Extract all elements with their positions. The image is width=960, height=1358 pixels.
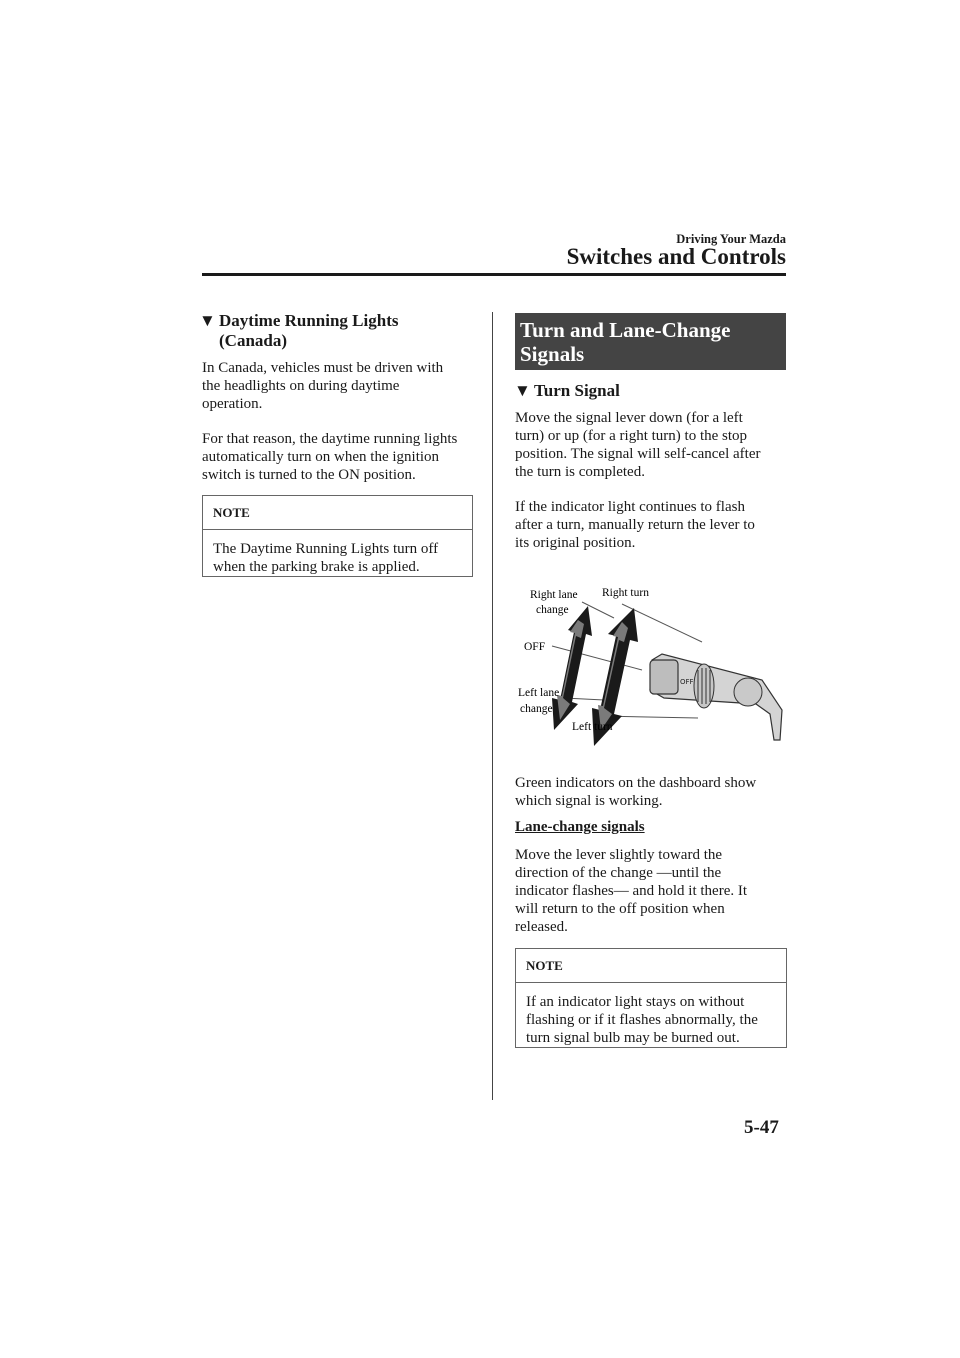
text-line: For that reason, the daytime running lights (202, 431, 458, 447)
note-label: NOTE (516, 949, 786, 983)
turn-signal-lever-diagram (512, 580, 790, 750)
triangle-bullet-icon: ▼ (514, 381, 531, 400)
text-line: position. The signal will self-cancel after (515, 446, 761, 462)
text-line: the headlights on during daytime (202, 378, 400, 394)
section-banner-line1: Turn and Lane-Change (520, 318, 731, 342)
note-line: flashing or if it flashes abnormally, the (526, 1012, 758, 1028)
text-line: Move the lever slightly toward the (515, 847, 723, 863)
note-body (516, 983, 786, 1047)
section-banner-line2: Signals (520, 342, 585, 366)
text-line: the turn is completed. (515, 464, 645, 480)
text-line: operation. (202, 396, 263, 412)
paragraph-indicator-flash (515, 498, 755, 552)
note-label: NOTE (203, 496, 472, 530)
text-line: In Canada, vehicles must be driven with (202, 360, 444, 376)
label-left-lane-1: Left lane (518, 687, 560, 699)
text-line: will return to the off position when (515, 901, 725, 917)
text-line: automatically turn on when the ignition (202, 449, 440, 465)
label-right-lane-2: change (536, 604, 569, 616)
triangle-bullet-icon: ▼ (199, 311, 216, 330)
label-left-turn: Left turn (572, 721, 613, 733)
label-left-lane-2: change (520, 703, 553, 715)
text-line: released. (515, 919, 568, 935)
note-line: The Daytime Running Lights turn off (213, 541, 439, 557)
page-number: 5-47 (744, 1117, 779, 1138)
section-banner (515, 313, 786, 370)
lever-off-mark: OFF (680, 678, 694, 686)
text-line: Move the signal lever down (for a left (515, 410, 743, 426)
note-body (203, 530, 472, 576)
lane-change-arrows (552, 606, 592, 730)
lever-body (650, 654, 782, 740)
heading-daytime-running-lights (199, 311, 398, 331)
heading-text: Turn Signal (534, 381, 620, 400)
paragraph-move-lever (515, 409, 760, 481)
text-line: turn) or up (for a right turn) to the stop (515, 428, 748, 444)
note-line: turn signal bulb may be burned out. (526, 1030, 740, 1046)
heading-turn-signal (514, 381, 620, 401)
text-line: direction of the change —until the (515, 865, 722, 881)
paragraph-green-indicators (515, 774, 756, 810)
text-line: its original position. (515, 535, 636, 551)
paragraph-canada (202, 359, 443, 413)
text-line: Green indicators on the dashboard show (515, 775, 757, 791)
paragraph-lane-change (515, 846, 747, 936)
note-box-bulb (515, 948, 787, 1048)
chapter-title: Driving Your Mazda (676, 232, 786, 246)
label-off: OFF (524, 641, 546, 653)
label-right-turn: Right turn (602, 587, 649, 599)
text-line: If the indicator light continues to flash (515, 499, 745, 515)
section-title: Switches and Controls (566, 244, 786, 269)
column-divider (492, 312, 493, 1100)
text-line: which signal is working. (515, 793, 663, 809)
text-line: indicator flashes— and hold it there. It (515, 883, 748, 899)
label-right-lane-1: Right lane (530, 589, 578, 601)
heading-line1: Daytime Running Lights (219, 311, 399, 330)
note-line: If an indicator light stays on without (526, 994, 745, 1010)
text-line: after a turn, manually return the lever to (515, 517, 755, 533)
text-line: switch is turned to the ON position. (202, 467, 416, 483)
note-line: when the parking brake is applied. (213, 559, 420, 575)
subheading-lane-change: Lane-change signals (515, 819, 645, 835)
header-rule (202, 273, 786, 276)
paragraph-reason (202, 430, 457, 484)
note-box-daytime (202, 495, 473, 577)
heading-line2: (Canada) (219, 331, 288, 350)
